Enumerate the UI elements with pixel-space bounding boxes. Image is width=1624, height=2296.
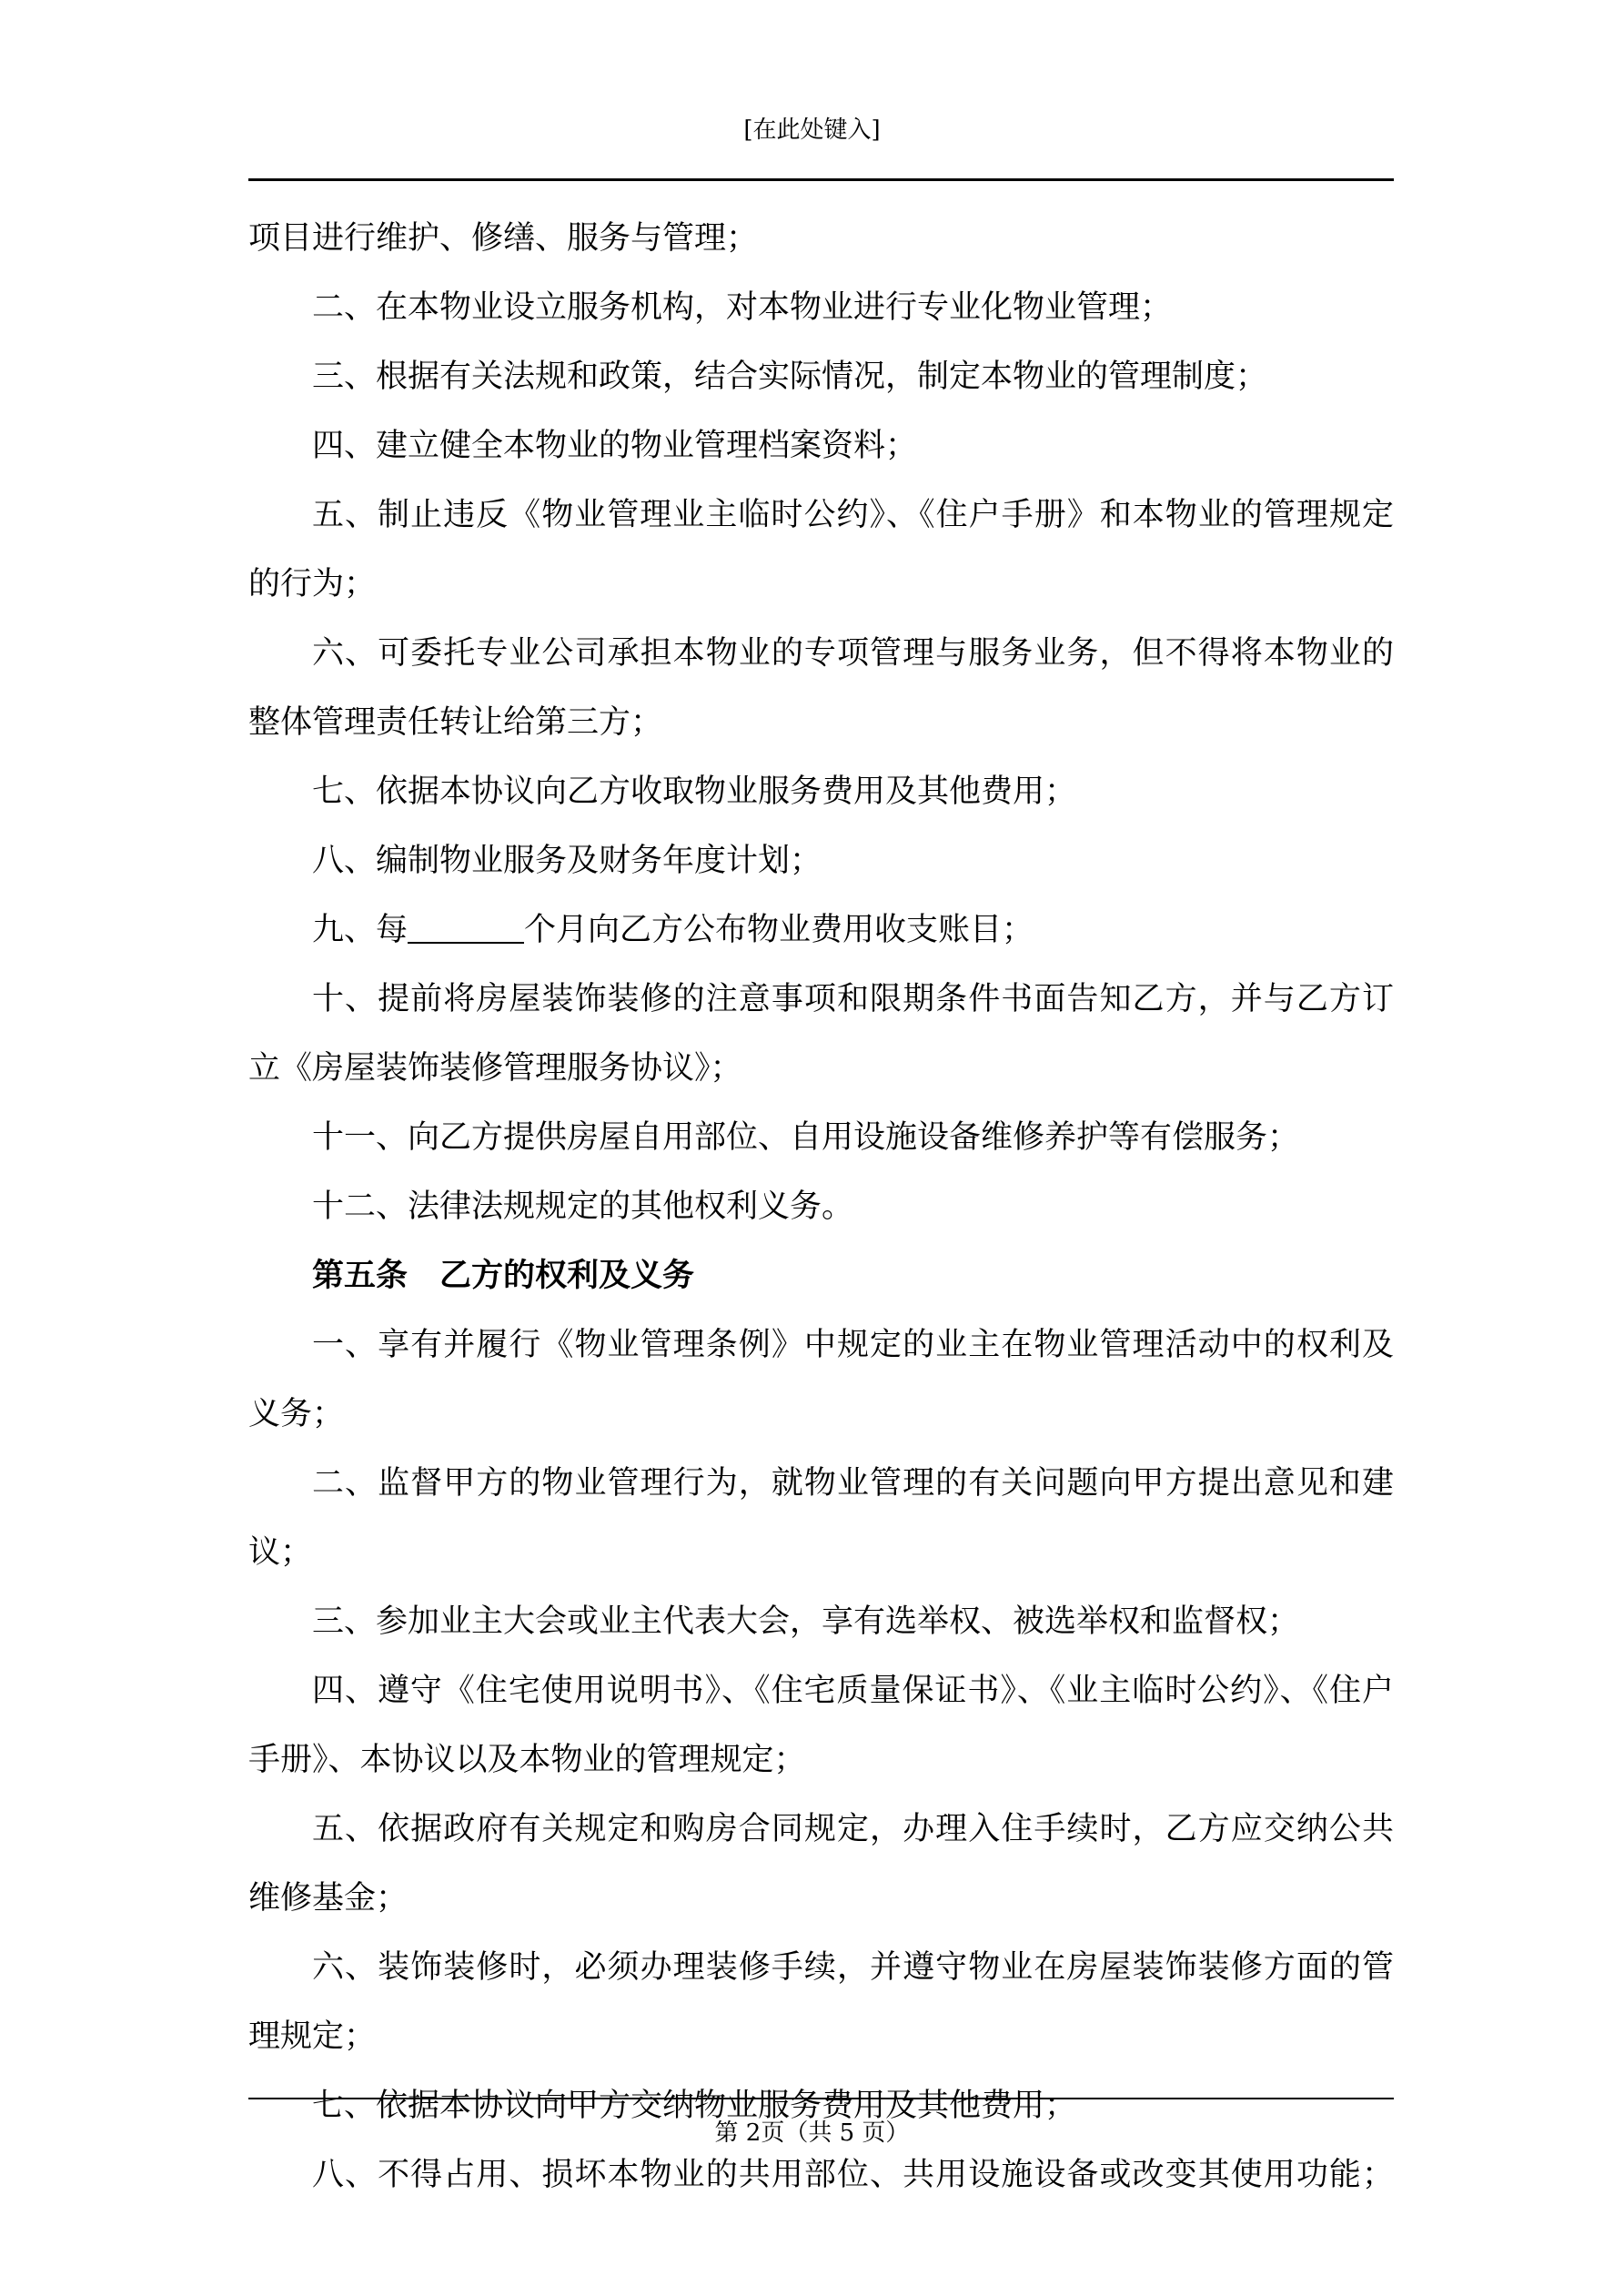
paragraph-line: 八、编制物业服务及财务年度计划； <box>312 843 822 879</box>
paragraph-line: 七、依据本协议向乙方收取物业服务费用及其他费用； <box>312 774 1077 810</box>
paragraph-line: 六、装饰装修时，必须办理装修手续，并遵守物业在房屋装饰装修方面的管 <box>312 1949 1394 1986</box>
paragraph-line: 三、根据有关法规和政策，结合实际情况，制定本物业的管理制度； <box>312 359 1268 395</box>
line-text-before-blank: 九、每 <box>312 912 409 948</box>
paragraph-line: 立《房屋装饰装修管理服务协议》； <box>248 1050 742 1087</box>
page-header: [在此处键入] <box>743 116 881 144</box>
paragraph-line: 二、监督甲方的物业管理行为，就物业管理的有关问题向甲方提出意见和建 <box>312 1465 1394 1502</box>
paragraph-line: 八、不得占用、损坏本物业的共用部位、共用设施设备或改变其使用功能； <box>312 2157 1394 2193</box>
paragraph-line: 的行为； <box>248 566 377 602</box>
paragraph-line: 七、依据本协议向甲方交纳物业服务费用及其他费用； <box>312 2088 1077 2124</box>
paragraph-line: 维修基金； <box>248 1880 409 1917</box>
section-heading: 第五条 乙方的权利及义务 <box>312 1257 695 1294</box>
paragraph-line: 五、依据政府有关规定和购房合同规定，办理入住手续时，乙方应交纳公共 <box>312 1811 1394 1847</box>
paragraph-line: 一、享有并履行《物业管理条例》中规定的业主在物业管理活动中的权利及 <box>312 1327 1394 1363</box>
paragraph-line: 十、提前将房屋装饰装修的注意事项和限期条件书面告知乙方，并与乙方订 <box>312 981 1394 1017</box>
paragraph-line: 二、在本物业设立服务机构，对本物业进行专业化物业管理； <box>312 289 1173 326</box>
paragraph-line-with-blank <box>248 895 1394 965</box>
document-body <box>248 204 1394 2210</box>
paragraph-line: 义务； <box>248 1396 345 1432</box>
paragraph-line: 议； <box>248 1534 313 1571</box>
paragraph-line: 十一、向乙方提供房屋自用部位、自用设施设备维修养护等有偿服务； <box>312 1119 1300 1156</box>
header-divider <box>248 178 1394 181</box>
paragraph-line: 六、可委托专业公司承担本物业的专项管理与服务业务，但不得将本物业的 <box>312 635 1394 672</box>
footer-divider <box>248 2098 1394 2099</box>
paragraph-line: 五、制止违反《物业管理业主临时公约》、《住户手册》和本物业的管理规定 <box>312 497 1394 533</box>
paragraph-line: 十二、法律法规规定的其他权利义务。 <box>312 1188 854 1225</box>
page-footer: 第 2页（共 5 页） <box>714 2119 910 2147</box>
paragraph-line: 整体管理责任转让给第三方； <box>248 704 663 741</box>
paragraph-line: 四、遵守《住宅使用说明书》、《住宅质量保证书》、《业主临时公约》、《住户 <box>312 1673 1394 1709</box>
paragraph-line: 理规定； <box>248 2018 377 2055</box>
paragraph-line: 三、参加业主大会或业主代表大会，享有选举权、被选举权和监督权； <box>312 1603 1300 1640</box>
paragraph-line: 手册》、本协议以及本物业的管理规定； <box>248 1742 806 1778</box>
paragraph-line: 四、建立健全本物业的物业管理档案资料； <box>312 428 918 464</box>
fill-in-blank[interactable] <box>408 911 524 944</box>
paragraph-line: 项目进行维护、修缮、服务与管理； <box>248 220 759 257</box>
line-text-after-blank: 个月向乙方公布物业费用收支账目； <box>524 912 1034 948</box>
